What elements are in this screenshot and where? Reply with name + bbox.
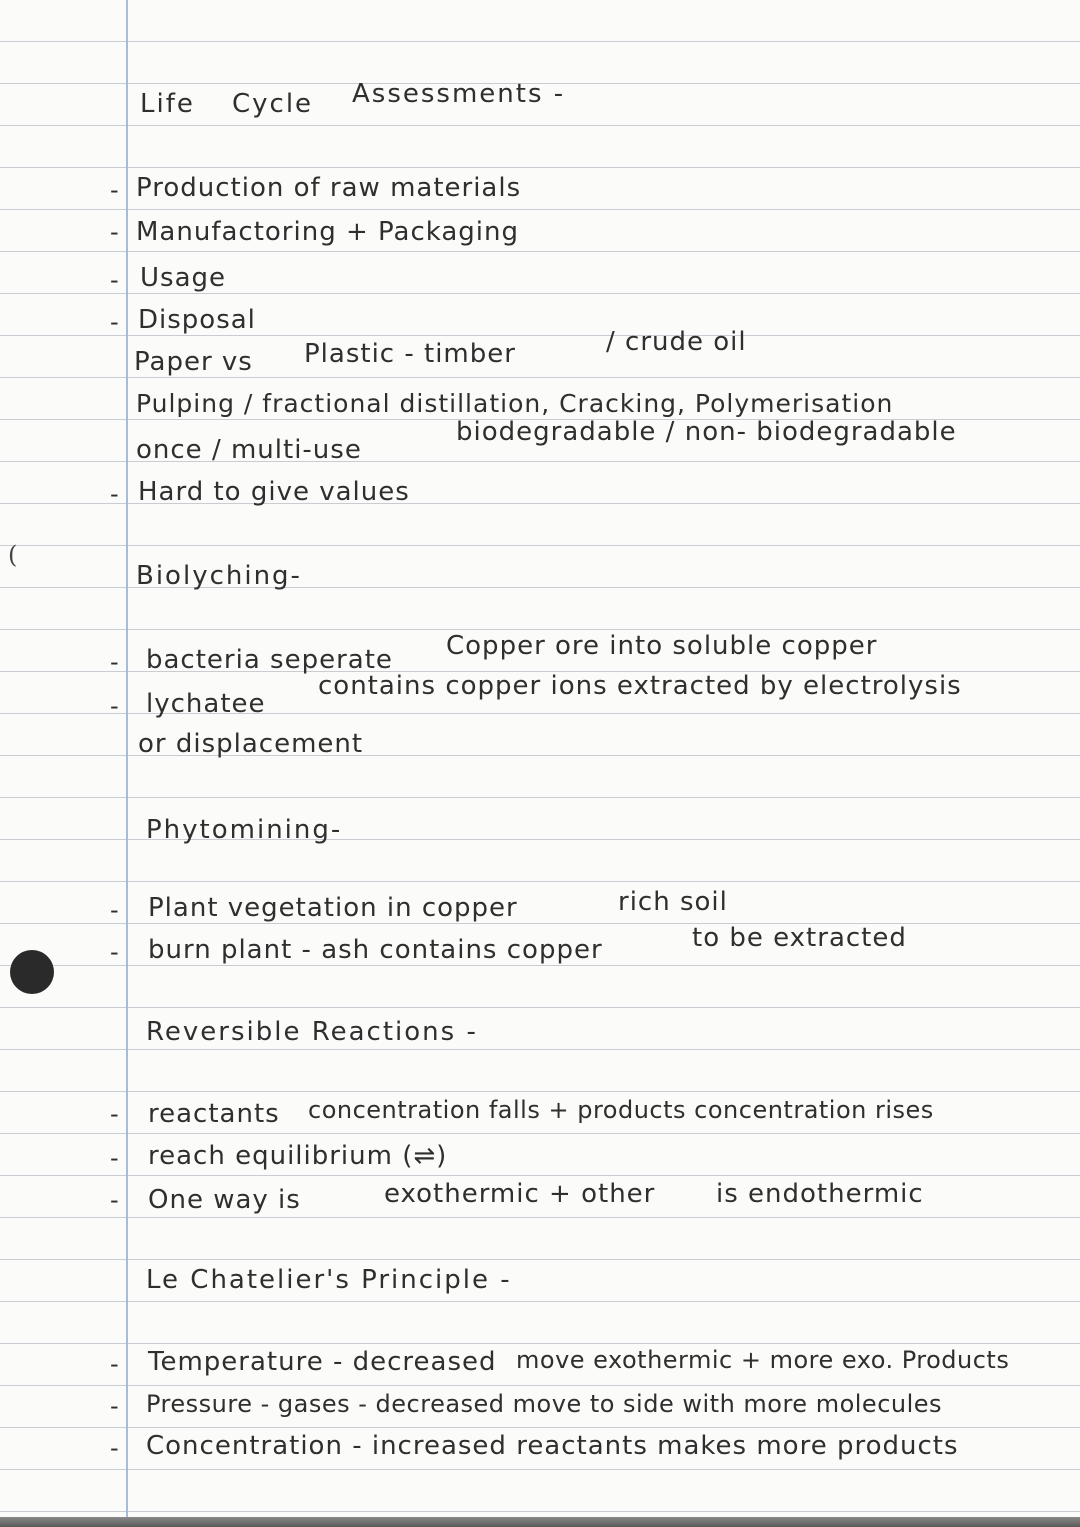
lca-plastic-timber: Plastic - timber <box>304 339 516 369</box>
bullet-dash: - <box>110 1144 119 1172</box>
phytomining-extracted: to be extracted <box>692 923 907 953</box>
bioleaching-copper-ore: Copper ore into soluble copper <box>446 631 878 661</box>
bullet-dash: - <box>110 938 119 966</box>
bullet-dash: - <box>110 1434 119 1462</box>
bullet-dash: - <box>110 1350 119 1378</box>
margin-bracket-mark: ( <box>8 541 18 569</box>
bullet-dash: - <box>110 1186 119 1214</box>
phytomining-rich-soil: rich soil <box>618 887 728 917</box>
bioleaching-displacement: or displacement <box>138 729 364 759</box>
bullet-dash: - <box>110 218 119 246</box>
lca-processes: Pulping / fractional distillation, Cracking, Polymerisation <box>136 389 894 418</box>
le-chatelier-concentration: Concentration - increased reactants makes more products <box>146 1431 959 1461</box>
bioleaching-lychatee: lychatee <box>146 689 266 719</box>
binding-hole <box>10 950 54 994</box>
lca-paper-vs: Paper vs <box>134 347 253 377</box>
bullet-dash: - <box>110 308 119 336</box>
bullet-dash: - <box>110 1100 119 1128</box>
reversible-exothermic: exothermic + other <box>384 1179 656 1209</box>
heading-bioleaching: Biolyching- <box>136 561 302 591</box>
phytomining-burn-plant: burn plant - ash contains copper <box>148 935 603 965</box>
heading-lca-cycle: Cycle <box>232 89 314 119</box>
bullet-dash: - <box>110 692 119 720</box>
bullet-dash: - <box>110 648 119 676</box>
bullet-dash: - <box>110 480 119 508</box>
le-chatelier-temperature: Temperature - decreased <box>148 1347 497 1377</box>
le-chatelier-pressure: Pressure - gases - decreased move to side with more molecules <box>146 1390 943 1418</box>
lca-crude-oil: / crude oil <box>606 327 747 357</box>
bullet-dash: - <box>110 266 119 294</box>
lca-bullet-manufactoring: Manufactoring + Packaging <box>136 217 519 247</box>
reversible-equilibrium: reach equilibrium (⇌) <box>148 1141 448 1171</box>
reversible-concentration: concentration falls + products concentration rises <box>308 1096 934 1124</box>
bullet-dash: - <box>110 176 119 204</box>
heading-le-chatelier: Le Chatelier's Principle - <box>146 1265 512 1295</box>
bioleaching-bacteria: bacteria seperate <box>146 645 393 675</box>
lca-bullet-usage: Usage <box>140 263 227 293</box>
phytomining-plant-vegetation: Plant vegetation in copper <box>148 893 518 923</box>
lca-use: once / multi-use <box>136 435 362 465</box>
lca-biodegradable: biodegradable / non- biodegradable <box>456 417 957 447</box>
heading-reversible-reactions: Reversible Reactions - <box>146 1017 478 1047</box>
bullet-dash: - <box>110 896 119 924</box>
lca-bullet-disposal: Disposal <box>138 305 256 335</box>
bioleaching-electrolysis: contains copper ions extracted by electrolysis <box>318 671 962 701</box>
bullet-dash: - <box>110 1392 119 1420</box>
page-bottom-edge <box>0 1517 1080 1527</box>
heading-lca-assessments: Assessments - <box>352 79 566 109</box>
heading-phytomining: Phytomining- <box>146 815 343 845</box>
lca-bullet-production: Production of raw materials <box>136 173 522 203</box>
lca-hard-to-give-values: Hard to give values <box>138 477 410 507</box>
reversible-reactants: reactants <box>148 1099 280 1129</box>
le-chatelier-exothermic-products: move exothermic + more exo. Products <box>516 1346 1010 1374</box>
reversible-endothermic: is endothermic <box>716 1179 924 1209</box>
reversible-one-way: One way is <box>148 1185 301 1215</box>
heading-lca-life: Life <box>140 89 195 119</box>
margin-line <box>126 0 128 1527</box>
